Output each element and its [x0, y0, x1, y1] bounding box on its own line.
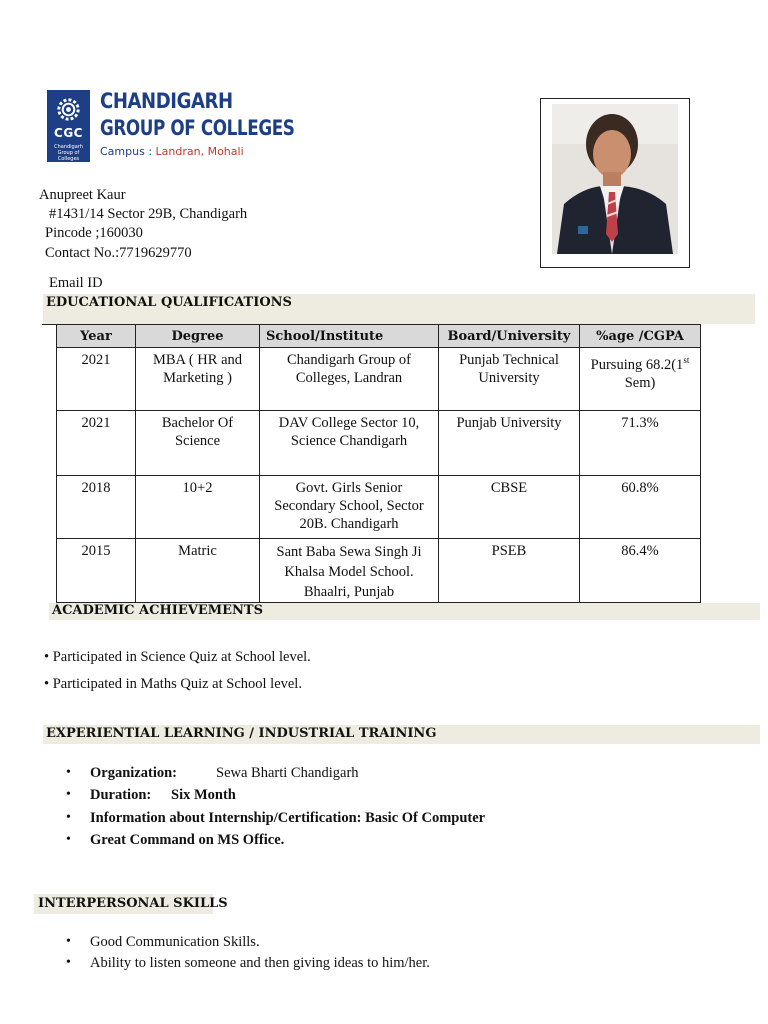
cell-degree: MBA ( HR and Marketing ) [136, 348, 260, 411]
table-row [57, 348, 701, 411]
duration-value: Six Month [171, 787, 236, 803]
cell-score: 71.3% [580, 411, 701, 476]
cell-degree: Matric [136, 539, 260, 603]
cell-score: 60.8% [580, 476, 701, 539]
duration-label: Duration: [90, 787, 152, 803]
table-row [57, 476, 701, 539]
candidate-name: Anupreet Kaur [39, 187, 126, 203]
logo-cgc-text: CGC [54, 126, 83, 140]
education-table [56, 324, 701, 603]
cell-board: PSEB [439, 539, 580, 603]
cell-school: DAV College Sector 10, Science Chandigarh [260, 411, 439, 476]
cell-board: CBSE [439, 476, 580, 539]
header-year: Year [57, 325, 136, 348]
campus-label: Campus : [100, 145, 156, 158]
cell-year: 2021 [57, 348, 136, 411]
bullet-icon: • [66, 832, 71, 847]
bullet-icon: • [66, 787, 71, 802]
section-academic-achievements [49, 603, 760, 620]
section-experiential-learning [43, 725, 760, 744]
section-title: ACADEMIC ACHIEVEMENTS [52, 603, 263, 618]
bullet-icon: • [66, 810, 71, 825]
cell-board: Punjab Technical University [439, 348, 580, 411]
cell-school: Chandigarh Group of Colleges, Landran [260, 348, 439, 411]
list-item: Ability to listen someone and then giving ideas to him/her. [90, 955, 430, 971]
address: #1431/14 Sector 29B, Chandigarh [49, 206, 248, 222]
cell-year: 2018 [57, 476, 136, 539]
section-title: INTERPERSONAL SKILLS [38, 896, 228, 911]
cell-year: 2015 [57, 539, 136, 603]
cell-year: 2021 [57, 411, 136, 476]
logo-title-line1: CHANDIGARH [100, 89, 233, 113]
organization-value: Sewa Bharti Chandigarh [216, 765, 359, 781]
header-degree: Degree [136, 325, 260, 348]
section-title: EXPERIENTIAL LEARNING / INDUSTRIAL TRAINING [46, 726, 437, 741]
ms-office-skill: Great Command on MS Office. [90, 832, 285, 848]
bullet-icon: • [66, 934, 71, 949]
college-logo [47, 89, 295, 163]
section-interpersonal-skills [34, 894, 228, 914]
list-item: Good Communication Skills. [90, 934, 260, 950]
contact-number: Contact No.:7719629770 [45, 245, 192, 261]
organization-label: Organization: [90, 765, 177, 781]
list-item: • Participated in Science Quiz at School level. [44, 649, 311, 665]
internship-info: Information about Internship/Certification: Basic Of Computer [90, 810, 486, 826]
logo-emblem-subtext: Chandigarh Group of Colleges [54, 144, 83, 162]
header-school: School/Institute [260, 325, 439, 348]
bullet-icon: • [66, 955, 71, 970]
table-header-row [57, 325, 701, 348]
list-item: • Participated in Maths Quiz at School level. [44, 676, 302, 692]
photo-frame [540, 98, 690, 268]
profile-photo [552, 104, 678, 254]
cell-score: Pursuing 68.2(1st Sem) [580, 348, 701, 411]
pincode: Pincode ;160030 [45, 225, 143, 241]
header-board: Board/University [439, 325, 580, 348]
cell-school: Govt. Girls Senior Secondary School, Sector 20B. Chandigarh [260, 476, 439, 539]
table-row [57, 539, 701, 603]
cell-board: Punjab University [439, 411, 580, 476]
cell-degree: 10+2 [136, 476, 260, 539]
divider [42, 324, 57, 325]
logo-emblem [47, 90, 90, 162]
cell-degree: Bachelor Of Science [136, 411, 260, 476]
campus-place: Landran, Mohali [155, 145, 244, 158]
gear-icon [53, 94, 84, 125]
email-id: Email ID [49, 275, 103, 291]
bullet-icon: • [66, 765, 71, 780]
section-educational-qualifications [43, 294, 755, 324]
cell-school: Sant Baba Sewa Singh Ji Khalsa Model School. Bhaalri, Punjab [260, 539, 439, 603]
header-score: %age /CGPA [580, 325, 701, 348]
logo-campus [100, 145, 244, 158]
cell-score: 86.4% [580, 539, 701, 603]
table-row [57, 411, 701, 476]
logo-title-line2: GROUP OF COLLEGES [100, 116, 295, 140]
section-title: EDUCATIONAL QUALIFICATIONS [46, 295, 292, 310]
